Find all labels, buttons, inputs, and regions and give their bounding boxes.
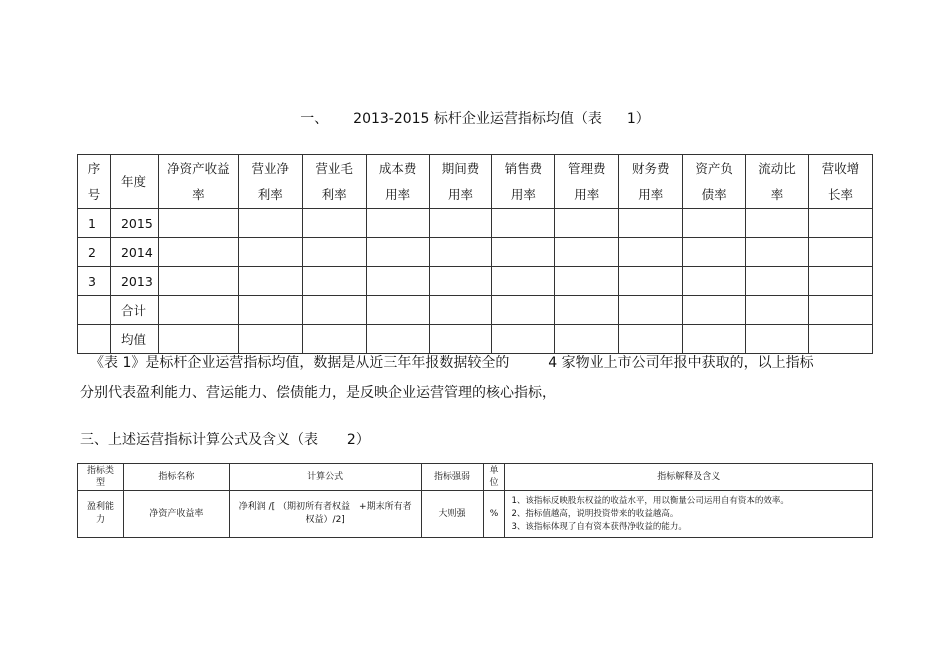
data-cell xyxy=(429,209,492,238)
data-cell xyxy=(158,296,238,325)
title-text: 标杆企业运营指标均值（表 xyxy=(433,111,602,127)
section3-heading xyxy=(80,429,370,449)
row-seq xyxy=(78,296,111,325)
data-cell xyxy=(492,238,555,267)
table2-header-row xyxy=(78,464,873,491)
title-years: 2013-2015 xyxy=(353,111,430,127)
data-cell xyxy=(555,238,619,267)
header-metric: 流动比 率 xyxy=(746,155,809,209)
title-prefix: 一、 xyxy=(300,111,329,127)
data-cell xyxy=(302,238,366,267)
data-cell xyxy=(492,267,555,296)
header-formula: 计算公式 xyxy=(229,464,421,491)
row-strength: 大则强 xyxy=(421,491,483,538)
header-seq: 序 号 xyxy=(78,155,111,209)
data-cell xyxy=(683,238,746,267)
header-year: 年度 xyxy=(110,155,158,209)
data-cell xyxy=(619,267,683,296)
data-cell xyxy=(619,296,683,325)
data-cell xyxy=(555,267,619,296)
data-cell xyxy=(808,238,872,267)
row-year: 2013 xyxy=(110,267,158,296)
data-cell xyxy=(366,238,429,267)
header-name: 指标名称 xyxy=(123,464,229,491)
data-cell xyxy=(238,238,302,267)
header-unit: 单 位 xyxy=(483,464,505,491)
header-explanation: 指标解释及含义 xyxy=(505,464,873,491)
data-cell xyxy=(808,267,872,296)
title-num: 1） xyxy=(626,111,650,127)
para-line2: 分别代表盈利能力、营运能力、偿债能力，是反映企业运营管理的核心指标， xyxy=(80,385,556,401)
data-cell xyxy=(238,296,302,325)
data-cell xyxy=(429,267,492,296)
table-row xyxy=(78,491,873,538)
data-cell xyxy=(619,209,683,238)
data-cell xyxy=(158,267,238,296)
data-cell xyxy=(746,238,809,267)
data-cell xyxy=(302,296,366,325)
header-strength: 指标强弱 xyxy=(421,464,483,491)
data-cell xyxy=(492,209,555,238)
para-line1a: 《表 1》是标杆企业运营指标均值，数据是从近三年年报数据较全的 xyxy=(90,355,510,371)
row-type: 盈利能 力 xyxy=(78,491,124,538)
section3-text: 三、上述运营指标计算公式及含义（表 xyxy=(80,432,318,448)
header-metric: 营业毛 利率 xyxy=(302,155,366,209)
data-cell xyxy=(302,209,366,238)
table1-header-row xyxy=(78,155,873,209)
data-cell xyxy=(683,296,746,325)
header-metric: 期间费 用率 xyxy=(429,155,492,209)
header-type: 指标类 型 xyxy=(78,464,124,491)
header-metric: 净资产收益 率 xyxy=(158,155,238,209)
data-cell xyxy=(366,296,429,325)
row-seq: 3 xyxy=(78,267,111,296)
table-row xyxy=(78,267,873,296)
data-cell xyxy=(366,267,429,296)
header-metric: 营业净 利率 xyxy=(238,155,302,209)
data-cell xyxy=(238,209,302,238)
data-cell xyxy=(158,209,238,238)
table1-description xyxy=(80,348,880,408)
row-year: 2015 xyxy=(110,209,158,238)
row-seq: 2 xyxy=(78,238,111,267)
header-metric: 管理费 用率 xyxy=(555,155,619,209)
row-unit: % xyxy=(483,491,505,538)
data-cell xyxy=(808,209,872,238)
section3-num: 2） xyxy=(346,432,370,448)
table-row xyxy=(78,296,873,325)
row-year: 均值 xyxy=(110,325,158,354)
data-cell xyxy=(808,296,872,325)
row-formula: 净利润 /[ （期初所有者权益 +期末所有者 权益）/2] xyxy=(229,491,421,538)
data-cell xyxy=(302,267,366,296)
data-cell xyxy=(619,238,683,267)
table-row xyxy=(78,238,873,267)
row-explanation: 1、该指标反映股东权益的收益水平，用以衡量公司运用自有资本的效率。 2、指标值越高，说明投资带来的收益越高。 3、该指标体现了自有资本获得净收益的能力。 xyxy=(505,491,873,538)
data-cell xyxy=(366,209,429,238)
para-line1b: 4 家物业上市公司年报中获取的，以上指标 xyxy=(548,355,814,371)
row-year: 2014 xyxy=(110,238,158,267)
table1-title xyxy=(0,108,950,128)
table-row xyxy=(78,209,873,238)
row-name: 净资产收益率 xyxy=(123,491,229,538)
data-cell xyxy=(746,209,809,238)
data-cell xyxy=(683,267,746,296)
data-cell xyxy=(555,296,619,325)
row-seq: 1 xyxy=(78,209,111,238)
data-cell xyxy=(429,238,492,267)
benchmark-indicator-table xyxy=(77,154,873,354)
data-cell xyxy=(238,267,302,296)
header-metric: 成本费 用率 xyxy=(366,155,429,209)
data-cell xyxy=(555,209,619,238)
header-metric: 财务费 用率 xyxy=(619,155,683,209)
data-cell xyxy=(746,296,809,325)
data-cell xyxy=(492,296,555,325)
data-cell xyxy=(158,238,238,267)
row-year: 合计 xyxy=(110,296,158,325)
data-cell xyxy=(683,209,746,238)
indicator-formula-table xyxy=(77,463,873,538)
header-metric: 销售费 用率 xyxy=(492,155,555,209)
header-metric: 营收增 长率 xyxy=(808,155,872,209)
data-cell xyxy=(746,267,809,296)
header-metric: 资产负 债率 xyxy=(683,155,746,209)
data-cell xyxy=(429,296,492,325)
